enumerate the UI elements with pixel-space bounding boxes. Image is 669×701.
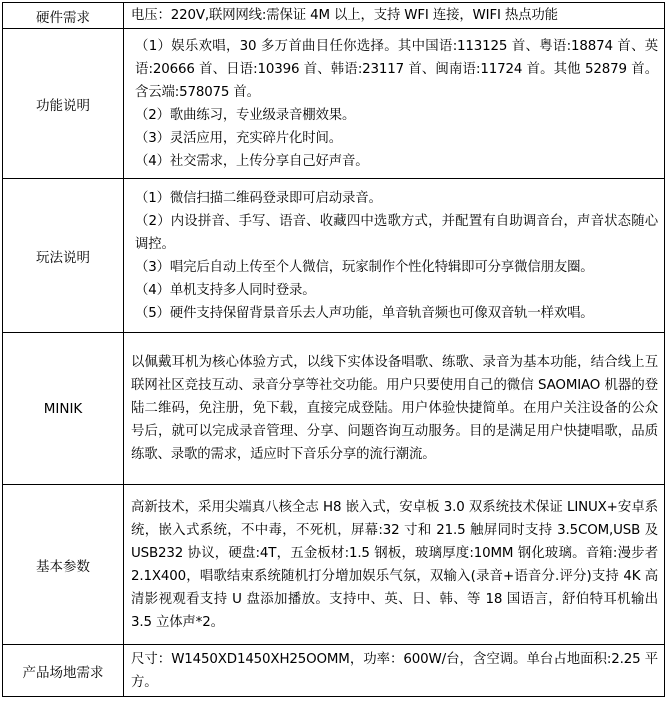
row-content — [124, 333, 665, 485]
paragraph: （1）娱乐欢唱，30 多万首曲目任你选择。其中国语:113125 首、粤语:18874 首、英语:20666 首、日语:10396 首、韩语:23117 首、闽南语:11724 首。其他 52879 首。含云端:578075 首。 — [135, 38, 658, 100]
row-content — [124, 3, 665, 29]
paragraph: （4）社交需求，上传分享自己好声音。 — [135, 153, 369, 169]
table-row — [3, 645, 665, 697]
paragraph: （4）单机支持多人同时登录。 — [135, 282, 316, 298]
paragraph: （3）唱完后自动上传至个人微信，玩家制作个性化特辑即可分享微信朋友圈。 — [135, 259, 594, 275]
paragraph: 尺寸：W1450XD1450XH25OOMM，功率：600W/台，含空调。单台占地面积:2.25 平方。 — [131, 651, 658, 690]
table-row — [3, 29, 665, 179]
paragraph: （2）歌曲练习，专业级录音棚效果。 — [135, 107, 356, 123]
table-row — [3, 485, 665, 645]
row-label: 产品场地需求 — [3, 645, 124, 697]
row-content — [124, 29, 665, 179]
row-label: 基本参数 — [3, 485, 124, 645]
paragraph: 电压：220V,联网网线:需保证 4M 以上，支持 WFI 连接，WIFI 热点功能 — [131, 8, 558, 23]
row-content — [124, 645, 665, 697]
paragraph: （2）内设拼音、手写、语音、收藏四中选歌方式，并配置有自助调音台，声音状态随心调控。 — [135, 213, 658, 252]
paragraph: （1）微信扫描二维码登录即可启动录音。 — [135, 190, 382, 206]
row-label: 玩法说明 — [3, 179, 124, 333]
row-content — [124, 179, 665, 333]
paragraph: （5）硬件支持保留背景音乐去人声功能，单音轨音频也可像双音轨一样欢唱。 — [135, 305, 594, 321]
table-row — [3, 333, 665, 485]
row-label: 硬件需求 — [3, 3, 124, 29]
row-label: MINIK — [3, 333, 124, 485]
table-row — [3, 3, 665, 29]
spec-table — [2, 2, 665, 697]
row-label: 功能说明 — [3, 29, 124, 179]
table-row — [3, 179, 665, 333]
paragraph: 高新技术，采用尖端真八核全志 H8 嵌入式，安卓板 3.0 双系统技术保证 LINUX+安卓系统，嵌入式系统，不中毒，不死机，屏幕:32 寸和 21.5 触屏同时支持 3.5COM,USB 及 USB232 协议，硬盘:4T，五金板材:1.5 钢板，玻璃厚度:10MM 钢化玻璃。音箱:漫步者 2.1X400，唱歌结束系统随机打分增加娱乐气氛，双输入(录音+语音分.评分)支持 4K 高清影视观看支持 U 盘添加播放。支持中、英、日、韩、等 18 国语言，舒伯特耳机输出 3.5 立体声*2。 — [131, 499, 658, 630]
row-content — [124, 485, 665, 645]
paragraph: 以佩戴耳机为核心体验方式，以线下实体设备唱歌、练歌、录音为基本功能，结合线上互联网社区竞技互动、录音分享等社交功能。用户只要使用自己的微信 SAOMIAO 机器的登陆二维码，免注册，免下载，直接完成登陆。用户体验快捷简单。在用户关注设备的公众号后，就可以完成录音管理、分享、问题咨询互动服务。目的是满足用户快捷唱歌，品质练歌、录歌的需求，适应时下音乐分享的流行潮流。 — [131, 355, 658, 462]
paragraph: （3）灵活应用，充实碎片化时间。 — [135, 130, 342, 146]
